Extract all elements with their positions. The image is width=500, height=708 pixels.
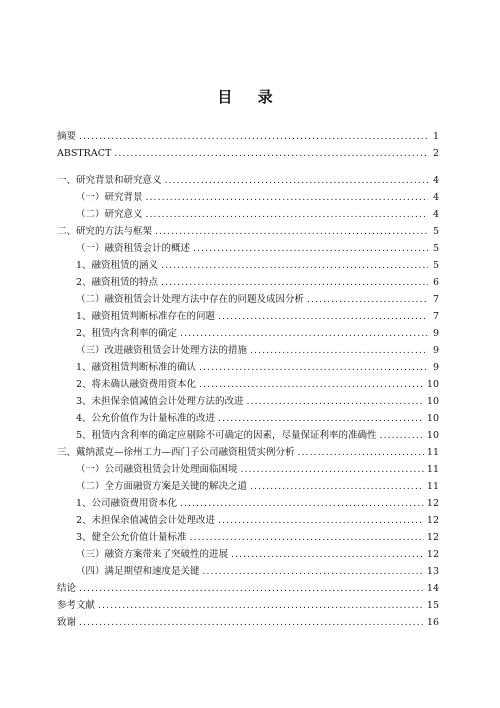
toc-page-number: 9 bbox=[432, 362, 439, 373]
toc-page-number: 4 bbox=[432, 192, 439, 203]
toc-dot-leader bbox=[165, 172, 428, 189]
toc-dot-leader bbox=[79, 580, 424, 597]
toc-dot-leader bbox=[218, 308, 428, 325]
toc-dot-leader bbox=[193, 240, 428, 257]
toc-entry[interactable] bbox=[57, 597, 439, 614]
toc-page-number: 13 bbox=[426, 566, 439, 577]
toc-dot-leader bbox=[199, 359, 428, 376]
toc-entry-title: （四）满足期望和速度是关键 bbox=[76, 566, 200, 577]
toc-entry-title: （一）融资租赁会计的概述 bbox=[76, 243, 191, 254]
toc-entry[interactable] bbox=[57, 376, 439, 393]
toc-entry-title: （一）研究背景 bbox=[76, 192, 143, 203]
toc-entry[interactable] bbox=[57, 189, 439, 206]
toc-entry[interactable] bbox=[57, 614, 439, 631]
toc-entry[interactable] bbox=[57, 546, 439, 563]
toc-page-number: 12 bbox=[426, 532, 439, 543]
toc-entry-title: （二）融资租赁会计处理方法中存在的问题及成因分析 bbox=[76, 294, 305, 305]
toc-entry-title: 1、融资租赁判断标准的确认 bbox=[76, 362, 197, 373]
toc-dot-leader bbox=[180, 325, 428, 342]
toc-dot-leader bbox=[231, 546, 424, 563]
toc-page-number: 4 bbox=[432, 175, 439, 186]
toc-entry-title: （三）改进融资租赁会计处理方法的措施 bbox=[76, 345, 248, 356]
toc-entry[interactable] bbox=[57, 172, 439, 189]
toc-entry-title: （二）研究意义 bbox=[76, 209, 143, 220]
toc-dot-leader bbox=[114, 145, 428, 162]
toc-entry[interactable] bbox=[57, 274, 439, 291]
toc-page-number: 14 bbox=[426, 583, 439, 594]
toc-dot-leader bbox=[218, 512, 424, 529]
toc-entry-title: 1、融资租赁判断标准存在的问题 bbox=[76, 311, 216, 322]
toc-dot-leader bbox=[250, 342, 428, 359]
toc-entry-title: 2、将未确认融资费用资本化 bbox=[76, 379, 197, 390]
toc-entry[interactable] bbox=[57, 580, 439, 597]
toc-page-number: 12 bbox=[426, 498, 439, 509]
toc-entry-title: 3、健全公允价值计量标准 bbox=[76, 532, 187, 543]
toc-page-number: 10 bbox=[426, 379, 439, 390]
toc-dot-leader bbox=[98, 597, 424, 614]
toc-dot-leader bbox=[155, 223, 428, 240]
page-title: 目 录 bbox=[217, 88, 283, 106]
toc-entry[interactable] bbox=[57, 563, 439, 580]
toc-entry[interactable] bbox=[57, 206, 439, 223]
toc-dot-leader bbox=[79, 128, 428, 145]
toc-page-number: 11 bbox=[426, 481, 439, 492]
toc-page-number: 7 bbox=[432, 294, 439, 305]
toc-dot-leader bbox=[199, 376, 424, 393]
toc-entry-title: 致谢 bbox=[57, 617, 77, 628]
toc-entry-title: 2、融资租赁的特点 bbox=[76, 277, 159, 288]
toc-entry-title: ABSTRACT bbox=[57, 148, 112, 159]
toc-entry[interactable] bbox=[57, 359, 439, 376]
toc-page-number: 4 bbox=[432, 209, 439, 220]
toc-dot-leader bbox=[161, 257, 428, 274]
toc-entry-title: 结论 bbox=[57, 583, 77, 594]
toc-entry-title: （一）公司融资租赁会计处理面临困境 bbox=[76, 464, 238, 475]
toc-entry[interactable] bbox=[57, 308, 439, 325]
toc-entry-title: （三）融资方案带来了突破性的进展 bbox=[76, 549, 229, 560]
toc-entry[interactable] bbox=[57, 223, 439, 240]
toc-entry-title: 参考文献 bbox=[57, 600, 96, 611]
toc-entry-title: 1、公司融资费用资本化 bbox=[76, 498, 178, 509]
toc-page-number: 9 bbox=[432, 328, 439, 339]
toc-entry-title: 4、公允价值作为计量标准的改进 bbox=[76, 413, 216, 424]
toc-entry-title: 2、租赁内含利率的确定 bbox=[76, 328, 178, 339]
toc-page-number: 10 bbox=[426, 396, 439, 407]
toc-page-number: 10 bbox=[426, 413, 439, 424]
toc-page-number: 15 bbox=[426, 600, 439, 611]
toc-entry[interactable] bbox=[57, 410, 439, 427]
toc-entry[interactable] bbox=[57, 240, 439, 257]
toc-entry[interactable] bbox=[57, 145, 439, 162]
toc-page-number: 2 bbox=[432, 148, 439, 159]
toc-entry-title: 三、戴纳派克—徐州工力—西门子公司融资租赁实例分析 bbox=[57, 447, 295, 458]
toc-page-number: 6 bbox=[432, 277, 439, 288]
toc-page-number: 10 bbox=[426, 430, 439, 441]
toc-entry-title: 2、未担保余值减值会计处理改进 bbox=[76, 515, 216, 526]
toc-dot-leader bbox=[218, 410, 424, 427]
toc-entry-title: 二、研究的方法与框架 bbox=[57, 226, 153, 237]
toc-entry[interactable] bbox=[57, 128, 439, 145]
toc-page-number: 9 bbox=[432, 345, 439, 356]
toc-entry[interactable] bbox=[57, 495, 439, 512]
toc-page-number: 11 bbox=[426, 464, 439, 475]
toc-entry-title: 5、租赁内含利率的确定应剔除不可确定的因素，尽量保证利率的准确性 bbox=[76, 430, 377, 441]
toc-page-number: 5 bbox=[432, 243, 439, 254]
toc-page-number: 5 bbox=[432, 260, 439, 271]
toc-dot-leader bbox=[247, 393, 424, 410]
toc-dot-leader bbox=[79, 614, 424, 631]
toc-entry[interactable] bbox=[57, 444, 439, 461]
toc-dot-leader bbox=[298, 444, 424, 461]
toc-entry[interactable] bbox=[57, 461, 439, 478]
toc-page-number: 16 bbox=[426, 617, 439, 628]
toc-entry-title: 一、研究背景和研究意义 bbox=[57, 175, 162, 186]
toc-entry[interactable] bbox=[57, 257, 439, 274]
toc-entry-title: 摘要 bbox=[57, 131, 77, 142]
toc-dot-leader bbox=[241, 461, 424, 478]
toc-entry[interactable] bbox=[57, 529, 439, 546]
toc-page-number: 12 bbox=[426, 515, 439, 526]
toc-entry-title: （二）全方面融资方案是关键的解决之道 bbox=[76, 481, 248, 492]
toc-dot-leader bbox=[250, 478, 424, 495]
toc-page-number: 11 bbox=[426, 447, 439, 458]
toc-dot-leader bbox=[380, 427, 424, 444]
toc-dot-leader bbox=[307, 291, 428, 308]
toc-entry-title: 1、融资租赁的涵义 bbox=[76, 260, 159, 271]
table-of-contents bbox=[57, 128, 439, 631]
toc-entry-title: 3、未担保余值减值会计处理方法的改进 bbox=[76, 396, 244, 407]
toc-entry[interactable] bbox=[57, 478, 439, 495]
toc-page-number: 5 bbox=[432, 226, 439, 237]
toc-dot-leader bbox=[161, 274, 428, 291]
toc-dot-leader bbox=[180, 495, 424, 512]
toc-page-number: 7 bbox=[432, 311, 439, 322]
toc-dot-leader bbox=[203, 563, 424, 580]
toc-page-number: 1 bbox=[432, 131, 439, 142]
toc-dot-leader bbox=[146, 206, 428, 223]
toc-entry[interactable] bbox=[57, 427, 439, 444]
toc-entry[interactable] bbox=[57, 342, 439, 359]
toc-dot-leader bbox=[146, 189, 428, 206]
toc-entry[interactable] bbox=[57, 393, 439, 410]
toc-dot-leader bbox=[190, 529, 424, 546]
toc-entry[interactable] bbox=[57, 291, 439, 308]
toc-entry[interactable] bbox=[57, 512, 439, 529]
toc-entry[interactable] bbox=[57, 325, 439, 342]
toc-page-number: 12 bbox=[426, 549, 439, 560]
